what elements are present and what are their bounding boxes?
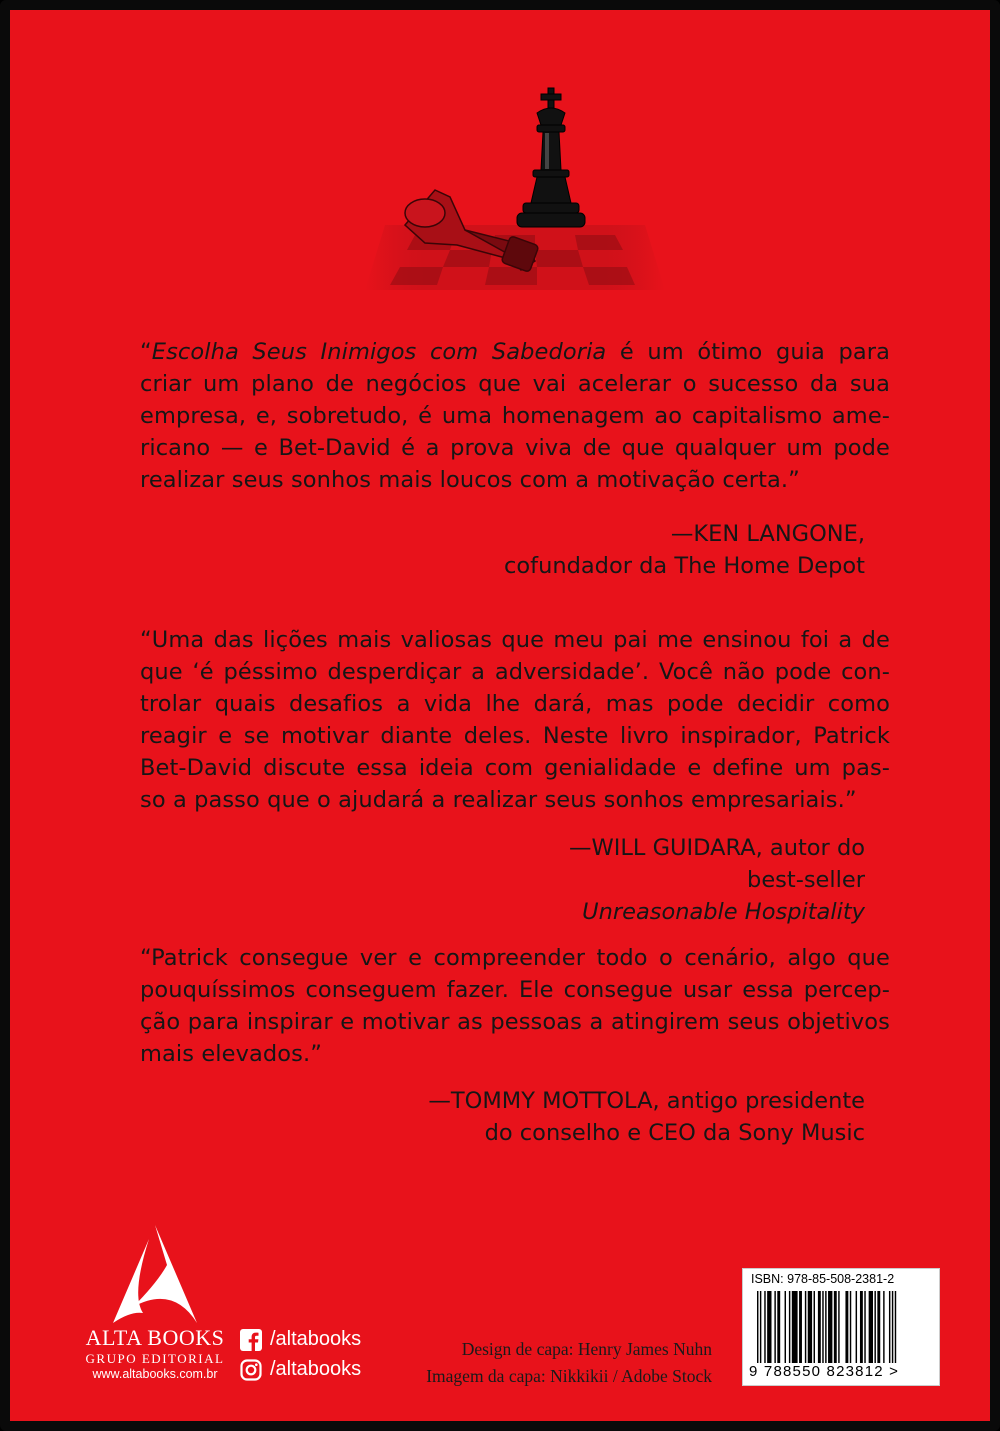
instagram-handle[interactable]: /altabooks bbox=[240, 1358, 361, 1381]
design-credit: Design de capa: Henry James Nuhn bbox=[461, 1339, 712, 1359]
isbn-barcode bbox=[742, 1268, 940, 1386]
publisher-group: GRUPO EDITORIAL bbox=[85, 1351, 225, 1366]
attribution-3: —TOMMY MOTTOLA, antigo presidente do conselho e CEO da Sony Music bbox=[428, 1088, 865, 1146]
publisher-brand: ALTA BOOKS bbox=[85, 1325, 225, 1350]
ean-digits: 9 788550 823812 > bbox=[749, 1363, 900, 1380]
book-title: Escolha Seus Inimigos com Sabedoria bbox=[151, 339, 607, 365]
image-credit: Imagem da capa: Nikkikii / Adobe Stock bbox=[426, 1366, 712, 1386]
facebook-icon bbox=[240, 1329, 262, 1351]
quote-1: “Escolha Seus Inimigos com Sabedoria é um ótimo guia para criar um plano de negócios que vai acelerar o sucesso da sua empresa, e, sobretudo, é uma homenagem ao capitalismo ame- ricano — e Bet-David é a prova viva de que qualquer um pode realizar seus sonhos mais loucos com a motivação certa.” bbox=[140, 339, 891, 493]
facebook-handle[interactable]: /altabooks bbox=[240, 1328, 361, 1351]
publisher-logo bbox=[80, 1225, 230, 1381]
cover-credits bbox=[426, 1336, 712, 1390]
isbn-number: ISBN: 978-85-508-2381-2 bbox=[751, 1272, 895, 1286]
quote-3: “Patrick consegue ver e compreender todo o cenário, algo que pouquíssimos conseguem fazer. Ele consegue usar essa percep- ção para inspirar e motivar as pessoas a atingirem seus objetivos mais elevados.” bbox=[140, 945, 890, 1067]
attribution-2: —WILL GUIDARA, autor do best-seller Unreasonable Hospitality bbox=[569, 835, 865, 925]
quote-2: “Uma das lições mais valiosas que meu pai me ensinou foi a de que ‘é péssimo desperdiçar a adversidade’. Você não pode con- trolar quais desafios a vida lhe dará, mas pode decidir como reagir e se motivar diante deles. Neste livro inspirador, Patrick Bet-David discute essa ideia com genialidade e define um pas- so a passo que o ajudará a realizar seus sonhos empresariais.” bbox=[140, 627, 890, 813]
chess-king-illustration bbox=[365, 85, 665, 295]
cited-book-title: Unreasonable Hospitality bbox=[582, 899, 865, 925]
barcode-bars bbox=[757, 1291, 927, 1363]
alta-books-logo-icon bbox=[113, 1225, 197, 1323]
publisher-url[interactable]: www.altabooks.com.br bbox=[92, 1367, 218, 1381]
instagram-icon bbox=[240, 1359, 262, 1381]
attribution-1: —KEN LANGONE, cofundador da The Home Depot bbox=[504, 521, 865, 579]
